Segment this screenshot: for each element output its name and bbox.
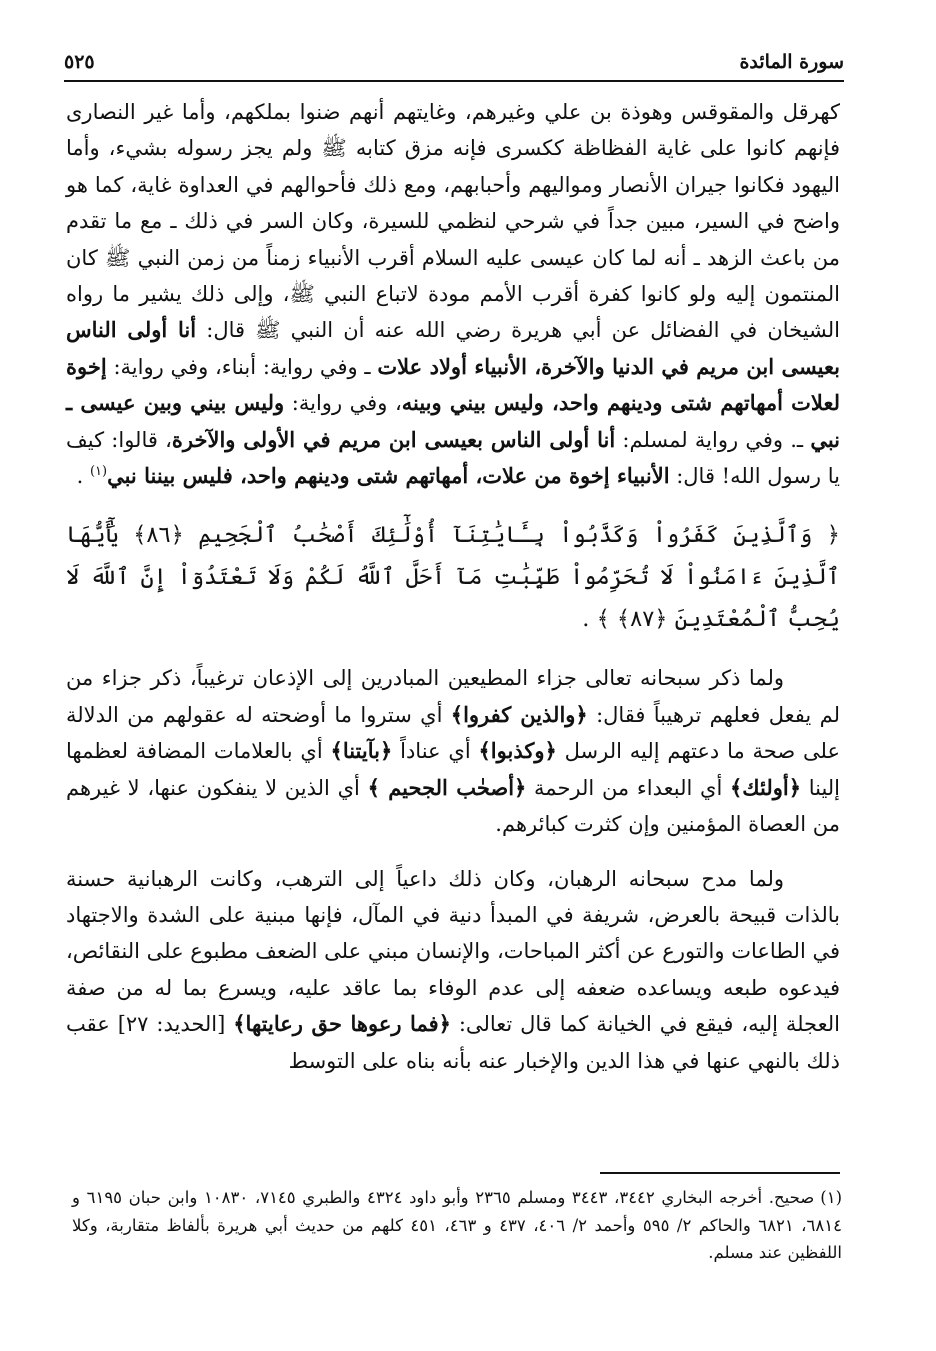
verse-phrase: ﴿وكذبوا﴾ xyxy=(478,738,557,764)
paragraph-2-text: أي الذين لا ينفكون عنها، لا غيرهم من العصاة المؤمنين وإن كثرت كبائرهم. xyxy=(66,775,840,837)
paragraph-1-text-5: ، قالوا: كيف يا رسول الله! قال: xyxy=(66,427,840,489)
paragraph-2-text: أي عناداً xyxy=(392,739,479,764)
paragraph-3-text: [الحديد: ٢٧] عقب ذلك بالنهي عنها في هذا الدين والإخبار عنه بأنه بناه على التوسط xyxy=(66,1012,840,1073)
footnote-number: (١) xyxy=(820,1188,843,1207)
paragraph-1-text-4: ـ. وفي رواية لمسلم: xyxy=(615,427,811,452)
main-text xyxy=(66,94,840,1079)
verse-phrase: ﴿أصحٰب الجحيم ﴾ xyxy=(367,774,527,800)
paragraph-2 xyxy=(66,660,840,842)
paragraph-2-text: ولما ذكر سبحانه تعالى جزاء المطيعين المبادرين إلى الإذعان ترغيباً، ذكر جزاء من لم يفعل فعلهم ترهيباً فقال: xyxy=(66,666,840,727)
quran-verse: ﴿ وَٱلَّذِينَ كَفَرُواْ وَكَذَّبُواْ بِـَٔايَٰتِنَآ أُوْلَٰٓئِكَ أَصْحَٰبُ ٱلْجَحِيمِ ﴿٨٦﴾ يَٰٓأَيُّهَا ٱلَّذِينَ ءَامَنُواْ لَا تُحَرِّمُواْ طَيِّبَٰتِ مَآ أَحَلَّ ٱللَّهُ لَكُمْ وَلَا تَعْتَدُوٓاْ إِنَّ ٱللَّهَ لَا يُحِبُّ ٱلْمُعْتَدِينَ ﴿٨٧﴾ ﴾ . xyxy=(66,522,840,633)
surah-title: سورة المائدة xyxy=(739,51,844,73)
footnote-divider xyxy=(600,1172,840,1174)
verse-phrase: ﴿أولئك﴾ xyxy=(729,774,802,800)
paragraph-2-text: أي ستروا ما أوضحته له عقولهم من الدلالة على صحة ما دعتهم إليه الرسل xyxy=(66,702,841,764)
paragraph-2-text: أي بالعلامات المضافة لعظمها إلينا xyxy=(66,739,841,800)
paragraph-1-text: كهرقل والمقوقس وهوذة بن علي وغيرهم، وغايتهم أنهم ضنوا بملكهم، وأما غير النصارى فإنهم كانوا على غاية الفظاظة ككسرى فإنه مزق كتابه ﷺ ولم يجز رسوله بشيء، وأما اليهود فكانوا جيران الأنصار ومواليهم وأحبابهم، ومع ذلك فأحوالهم في العداوة غاية، كما هو واضح في السير، مبين جداً في شرحي لنظمي للسيرة، وكان السر في ذلك ـ مع ما تقدم من باعث الزهد ـ أنه لما كان عيسى عليه السلام أقرب الأنبياء زمناً من زمن النبي ﷺ كان المنتمون إليه ولو كانوا كفرة أقرب الأمم مودة لاتباع النبي ﷺ، وإلى ذلك يشير ما رواه الشيخان في الفضائل عن أبي هريرة رضي الله عنه أن النبي ﷺ قال: xyxy=(66,100,840,343)
paragraph-1-text-2: ـ وفي رواية: أبناء، وفي رواية: xyxy=(106,354,378,379)
footnotes xyxy=(72,1184,842,1267)
hadith-quote-2: إخوة لعلات أمهاتهم شتى ودينهم واحد، وليس بيني وبينه xyxy=(66,353,840,416)
hadith-quote-4: أنا أولى الناس بعيسى ابن مريم في الأولى والآخرة xyxy=(171,426,616,452)
paragraph-1-text-3: ، وفي رواية: xyxy=(284,391,402,416)
paragraph-3 xyxy=(66,861,840,1079)
verse-phrase: ﴿والذين كفروا﴾ xyxy=(450,701,588,727)
paragraph-2-text: أي البعداء من الرحمة xyxy=(526,775,730,800)
hadith-quote-5: الأنبياء إخوة من علات، أمهاتهم شتى ودينهم واحد، فليس بيننا نبي xyxy=(107,463,670,489)
footnote-reference[interactable]: (١) xyxy=(89,464,108,480)
verse-phrase: ﴿فما رعوها حق رعايتها﴾ xyxy=(233,1011,451,1037)
hadith-quote-1: أنا أولى الناس بعيسى ابن مريم في الدنيا والآخرة، الأنبياء أولاد علات xyxy=(66,317,840,379)
paragraph-1 xyxy=(66,94,840,494)
hadith-quote-3: وليس بيني وبين عيسى ـ نبي xyxy=(66,390,841,452)
footnote-1 xyxy=(72,1184,842,1267)
header-divider xyxy=(64,80,844,82)
paragraph-1-end: . xyxy=(76,464,90,489)
page-header xyxy=(64,46,844,78)
paragraph-3-text: ولما مدح سبحانه الرهبان، وكان ذلك داعياً إلى الترهب، وكانت الرهبانية حسنة بالذات قبيحة بالعرض، شريفة في المبدأ دنية في المآل، فإنها مبنية على الشدة والاجتهاد في الطاعات والتورع عن أكثر المباحات، والإنسان مبني على الضعف مطبوع على النقائص، فيدعوه طبعه ويساعده ضعفه إلى عدم الوفاء بما عاقد عليه، ويسرع بما له من صفة العجلة إليه، فيقع في الخيانة كما قال تعالى: xyxy=(66,866,840,1037)
verse-phrase: ﴿بآيتنا﴾ xyxy=(330,738,393,764)
footnote-text: صحيح. أخرجه البخاري ٣٤٤٢، ٣٤٤٣ ومسلم ٢٣٦٥ وأبو داود ٤٣٢٤ والطبري ٧١٤٥، ١٠٨٣٠ وابن حبان ٦١٩٥ و ٦٨١٤، ٦٨٢١ والحاكم ٢/ ٥٩٥ وأحمد ٢/ ٤٠٦، ٤٣٧ و ٤٦٣، ٤٥١ كلهم من حديث أبي هريرة بألفاظ متقاربة، وكلا اللفظين عند مسلم. xyxy=(72,1188,842,1262)
page-number: ٥٢٥ xyxy=(64,51,95,73)
